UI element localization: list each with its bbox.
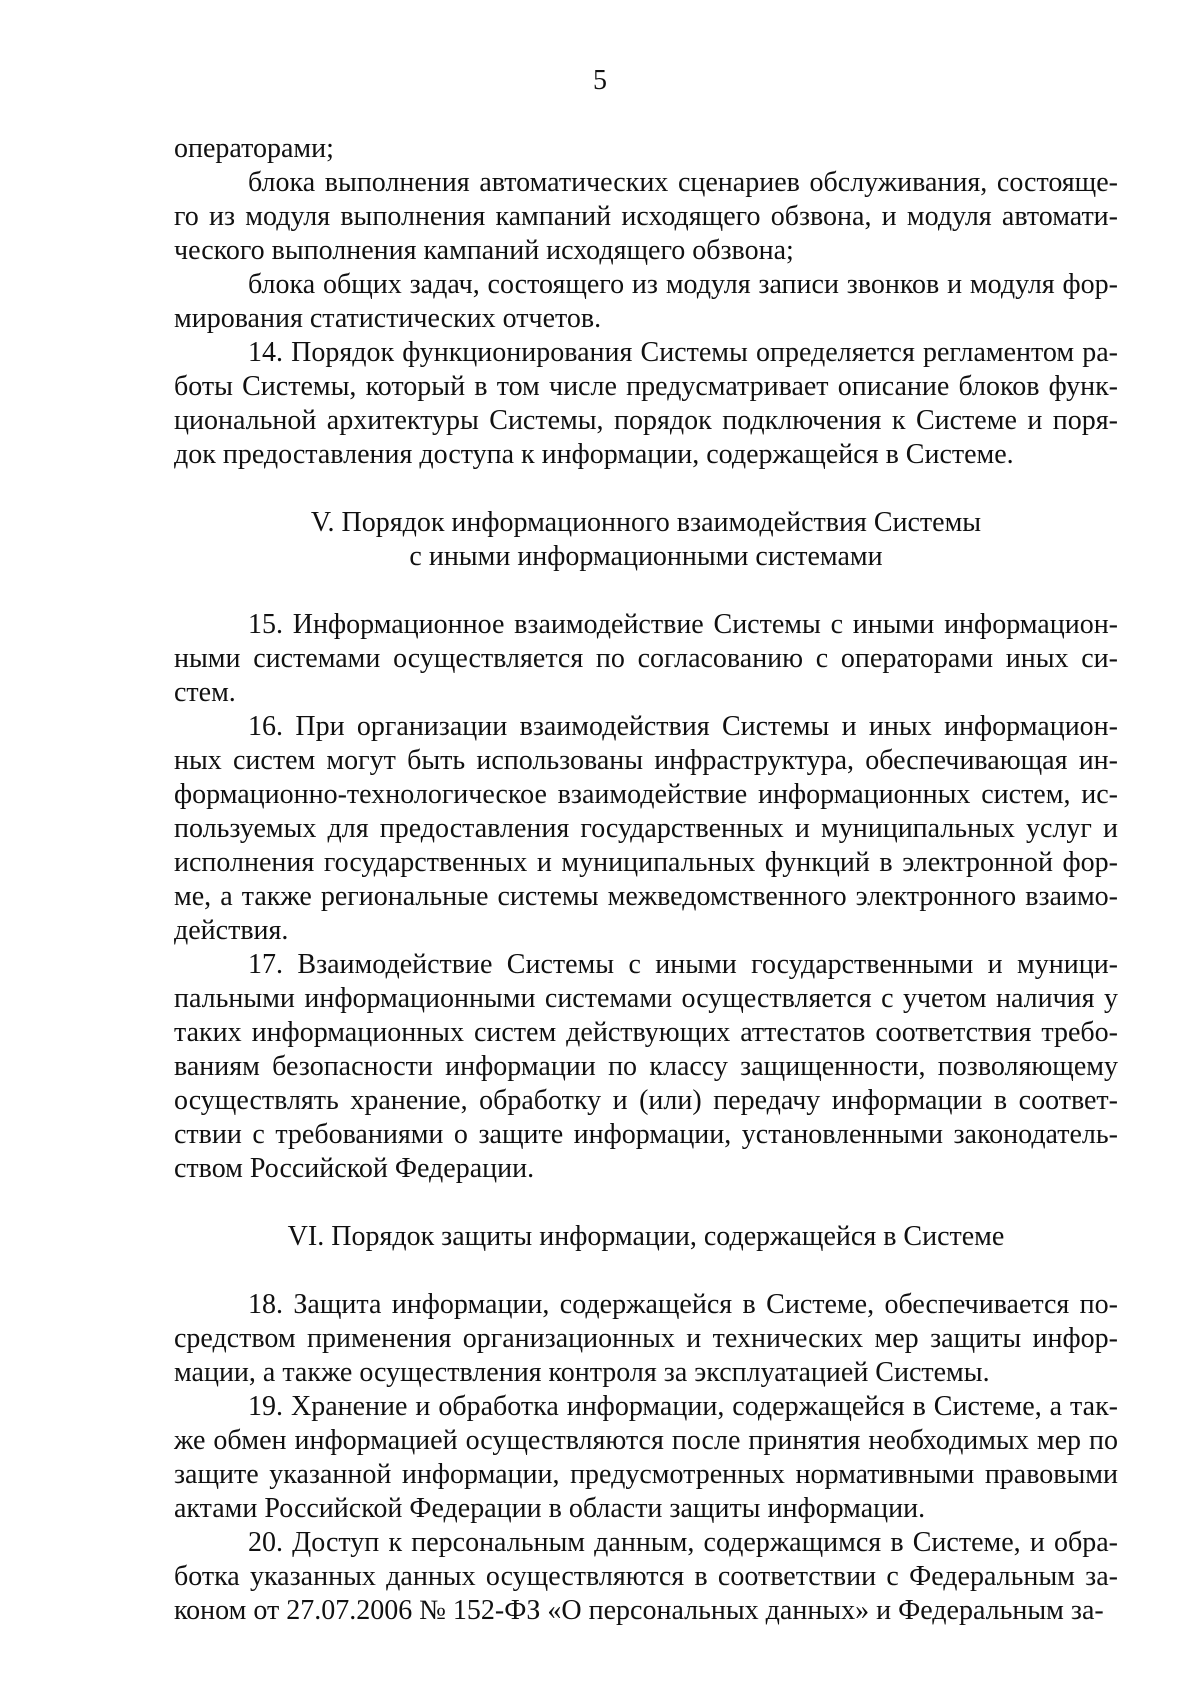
document-body [174,132,1118,1628]
paragraph-16: 16. При организации взаимодействия Системы и иных информационных систем могут быть использованы инфраструктура, обеспечивающая информационно-технологическое взаимодействие информационных систем, используемых для предоставления государственных и муниципальных услуг и исполнения государственных и муниципальных функций в электронной форме, а также региональные системы межведомственного электронного взаимодействия. [174,711,1118,946]
paragraph-call-scenarios-block: блока выполнения автоматических сценариев обслуживания, состоящего из модуля выполнения кампаний исходящего обзвона, и модуля автоматического выполнения кампаний исходящего обзвона; [174,167,1118,266]
paragraph-15: 15. Информационное взаимодействие Системы с иными информационными системами осуществляется по согласованию с операторами иных систем. [174,609,1118,708]
section-6-heading: VI. Порядок защиты информации, содержащейся в Системе [287,1221,1005,1252]
page-number: 5 [593,65,607,96]
section-gap [174,472,1118,506]
section-gap [174,1186,1118,1220]
section-gap [174,574,1118,608]
paragraph-20: 20. Доступ к персональным данным, содержащимся в Системе, и обработка указанных данных осуществляются в соответствии с Федеральным законом от 27.07.2006 № 152-ФЗ «О персональных данных» и Федеральным за- [174,1527,1118,1626]
section-5-heading-line2: с иными информационными системами [409,541,883,572]
paragraph-18: 18. Защита информации, содержащейся в Системе, обеспечивается посредством применения организационных и технических мер защиты информации, а также осуществления контроля за эксплуатацией Системы. [174,1289,1118,1388]
paragraph-17: 17. Взаимодействие Системы с иными государственными и муниципальными информационными системами осуществляется с учетом наличия у таких информационных систем действующих аттестатов соответствия требованиям безопасности информации по классу защищенности, позволяющему осуществлять хранение, обработку и (или) передачу информации в соответствии с требованиями о защите информации, установленными законодательством Российской Федерации. [174,949,1118,1184]
section-gap [174,1254,1118,1288]
paragraph-19: 19. Хранение и обработка информации, содержащейся в Системе, а также обмен информацией осуществляются после принятия необходимых мер по защите указанной информации, предусмотренных нормативными правовыми актами Российской Федерации в области защиты информации. [174,1391,1118,1524]
section-5-heading-line1: V. Порядок информационного взаимодействия Системы [310,507,982,538]
section-5-heading [174,506,1118,574]
paragraph-14: 14. Порядок функционирования Системы определяется регламентом работы Системы, который в том числе предусматривает описание блоков функциональной архитектуры Системы, порядок подключения к Системе и порядок предоставления доступа к информации, содержащейся в Системе. [174,337,1118,470]
paragraph-continuation: операторами; [174,133,334,164]
paragraph-common-tasks-block: блока общих задач, состоящего из модуля записи звонков и модуля формирования статистических отчетов. [174,269,1118,334]
